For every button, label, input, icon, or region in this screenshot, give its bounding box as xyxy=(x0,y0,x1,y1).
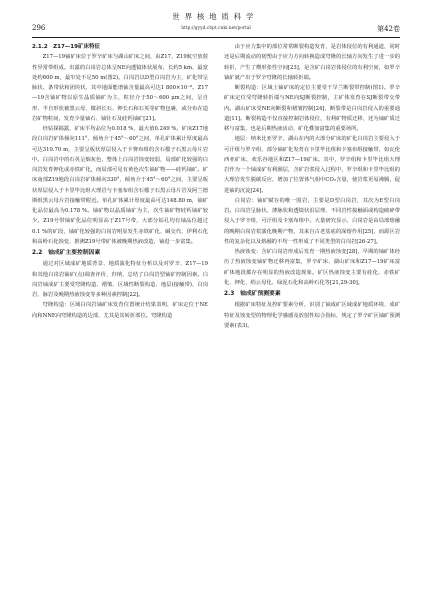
section-heading-2-3: 2.3 铀成矿预测要素 xyxy=(224,291,281,297)
section-heading-2-2: 2.2 铀成矿主要控制因素 xyxy=(32,250,101,256)
volume-label: 第42卷 xyxy=(377,25,400,33)
journal-url[interactable]: http://gyyd.cbpt.cnki.net/portal xyxy=(181,26,251,31)
paragraph: 断裂构造：区域上铀矿床的定位主要受干旱兰断裂带控制(图1)。罗辛矿床定位受穹隆转折端与NE向SJ断裂控制，主矿体发育在SJ断裂带交带内。湖山矿床受NE向断裂和褶皱控制[24]，断裂带是白岗岩侵入的重要通道[11]。断裂构造不仅直接控制岩体侵位，有利矿物质迁移，还为铀矿质迁移与富集，也是后期热液活动、矿化叠加富集的重要场所。 xyxy=(224,85,400,132)
paragraph: Z17—19铀矿床位于罗辛矿床与湖山矿床之间，由Z17、Z19航空放射性异常带组成。出露的白岗岩总体呈NE向透镜体状展布，长约5 km，最宽处约600 m，最窄处不足50 m(图2)。白岗岩以D型白岗岩为主，矿化带呈脉状、条带状和团块状，其中地面能谱铀含量最高可达1 800×10⁻⁶。Z17—19含铀矿物以原生晶质铀矿为主，粒径介于50～600 μm之间，呈自形、半自形状被黑云母、微斜长石、钾长石和石英等矿物包裹，或分布在造岩矿物粒间，发育少量铀石、铀钍石及硅钙铀矿[21]。 xyxy=(32,54,208,122)
paragraph: 地层：纳米比亚罗辛、湖山在内的大部分矿床的矿化白岗岩主要侵入于可汗组与罗辛组，部分铀矿化发育在卡里毕比组和卡塞布组接触带，如瓦伦西亚矿床、欢乐谷地区和Z17—19矿床。其中，罗辛组和卡里毕比组大理岩作为一个铀成矿有利圈层，含矿岩浆侵入过程中，罗辛组和卡里毕比组的大理岩发生脱碳反应，增加了位置体气相中CO₂含量，使岩浆更易沸腾，促进铀的沉淀[24]。 xyxy=(224,136,400,194)
section-heading-2-1-2: 2.1.2 Z17—19矿床特征 xyxy=(32,44,100,50)
paragraph: 热液蚀变：含矿白岗岩形成后发育一期热液蚀变[28]，早期的铀矿体经历了热液蚀变铀矿物迁移再富集，罗辛矿床、湖山矿床和Z17—19矿床富矿体地段都存在明显的热液改造现象。矿区热液蚀变主要有硅化、赤铁矿化、钾化、绢云母化、绿泥石化和高岭石化等[21,29-30]。 xyxy=(224,249,400,286)
paragraph: 根据矿床特征及控矿要素分析，识别了铀成矿区域成矿地质环境、成矿特征及蚀变型的物理化学感感及放射性综合指标，规定了罗辛矿区铀矿预测要素(表3)。 xyxy=(224,302,400,329)
right-column xyxy=(224,42,400,331)
paragraph: 穹隆构造：区域白岗岩铀矿床发育位置统计结果表明，矿床定位于NE向和NNE向穹隆构造的边部，尤其是其转折部位。穹隆构造 xyxy=(32,302,208,319)
header-rule xyxy=(32,37,400,38)
left-column xyxy=(32,42,208,321)
running-header xyxy=(32,24,400,36)
paragraph: 经钻探揭露，矿床平均品位为0.018 %，最大值0.249 %。矿床Z17地段白岗岩矿体倾向111°、倾角介于45°～60°之间，单孔矿体累计厚度最高可达310.70 m，主要呈板状厚层侵入于卡赛布组的含石榴子石黑云母片岩中。白岗岩中的石英呈烟灰色，整体上白岗岩蚀变较弱，局部矿化较强的白岗岩发育钾化或赤铁矿化，而局部可见有黄色次生铀矿物——硅钙铀矿。矿床南部Z19地段白岗岩矿体倾向330°、倾角介于45°～60°之间，主要呈板状厚层侵入于卡里毕比组大理岩与卡塞布组含石榴子石黑云母片岩及阿兰德斯组黑云母片岩接触带附近。单孔矿体累计厚度最高可达148.80 m，铀矿化品位最高为0.178 %。铀矿物以晶质铀矿为主，次生铀矿物硅钙铀矿较少。Z19号带铀矿化品位明显高于Z17号带，大部分钻孔均有铀品位超过0.1 %的矿段，铀矿化较强的白岗岩明显发生赤铁矿化、碱交代、伊利石化和高岭石化蚀变，推测Z19号带矿体被晚期热液改造，铀进一步富集。 xyxy=(32,126,209,245)
journal-title: 世 界 核 地 质 科 学 xyxy=(172,12,255,21)
page-number: 296 xyxy=(32,24,46,32)
paragraph: 白岗岩：铀矿赋存的唯一围岩，主要是D型白岗岩，其次为E型白岗岩。白岗岩呈脉状、薄脉状和透镜状沿层理、不同岩性接触面或构造破碎带侵入于罗辛组，可汗组及卡塞布组中。大量研究显示，白岗岩是由局部熔融的晚期白岗岩浆演化晚期产物，其来自古老基底的深熔作用[25]，而源区岩性的复杂化以及熔融的不均一性形成了不同类型的白岗岩[26-27]。 xyxy=(224,197,400,245)
paragraph: 由于应力集中的部位常常断裂构造发育，是岩体侵位的有利通道，同时还是后期流动的韧塑由于应力方向转换造成穹隆的长轴方向发生了进一步的转折，产生了楔形张性空间[23]，是含矿白岗岩体侵位的有利空间，如罗辛铀矿就产出于罗辛穹隆的长轴转折端。 xyxy=(224,44,400,81)
paragraph: 通过对区域成矿地质背景、地质演化特征分析以及对罗辛、Z17—19和其他白岗岩铀矿(点)调查评价，归纳、总结了白岗岩型铀矿控制因素。白岗岩铀成矿主要受穹隆构造、褶皱、区域性断裂构造、地层(接触带)、白岗岩、脉岩及晚期热液蚀变等多种因素控制[22]。 xyxy=(32,261,208,298)
